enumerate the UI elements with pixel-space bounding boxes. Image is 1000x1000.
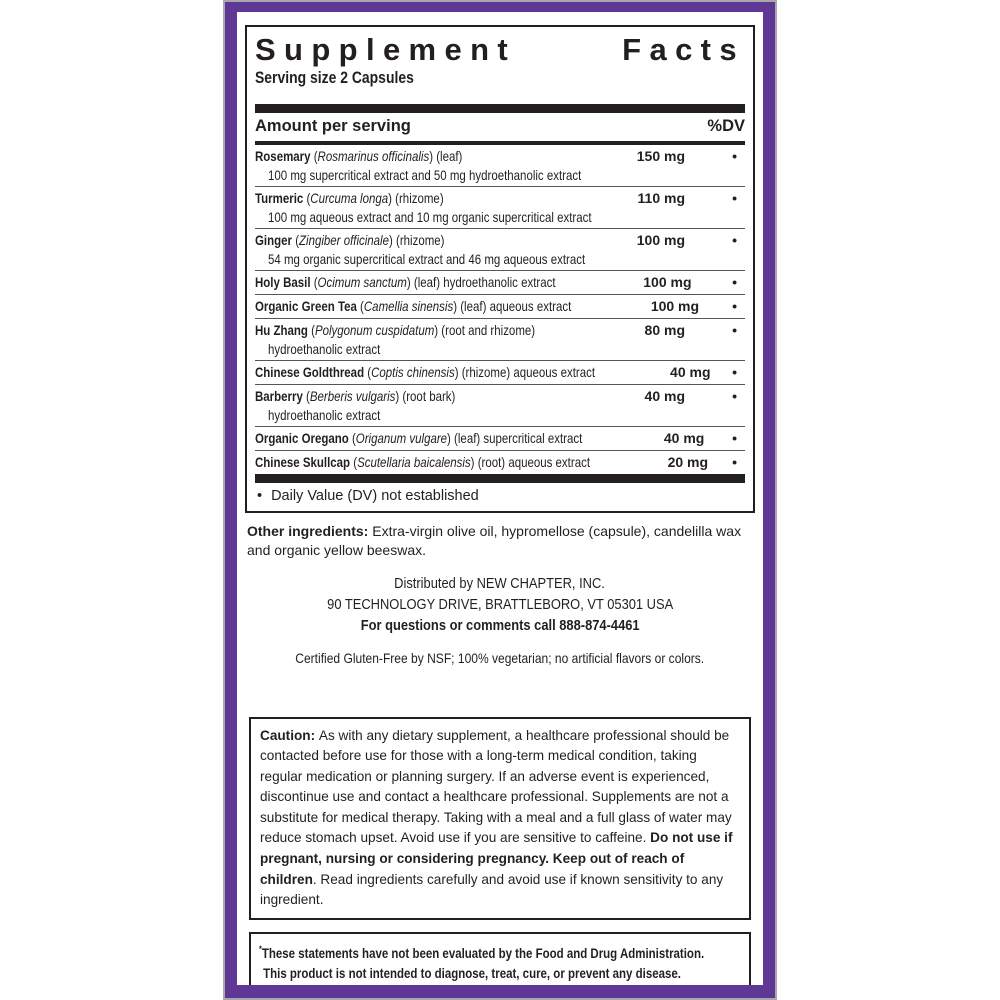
divider-thick-top <box>255 104 745 113</box>
other-ingredients <box>247 522 755 560</box>
ingredient-row <box>255 360 745 384</box>
ingredient-detail: 100 mg supercritical extract and 50 mg hydroethanolic extract <box>268 166 582 183</box>
supplement-facts-box <box>245 25 755 513</box>
ingredient-name: Organic Oregano (Origanum vulgare) (leaf) supercritical extract <box>255 429 583 446</box>
ingredient-detail: hydroethanolic extract <box>268 406 381 423</box>
ingredient-row <box>255 186 745 228</box>
distributor-line1: Distributed by NEW CHAPTER, INC. <box>394 574 606 592</box>
spacer <box>255 88 745 104</box>
ingredient-dv-bullet: • <box>732 231 737 248</box>
ingredient-rows <box>255 145 745 474</box>
bullet-dot: • <box>257 487 263 504</box>
daily-value-note-text: Daily Value (DV) not established <box>271 487 479 504</box>
ingredient-name: Organic Green Tea (Camellia sinensis) (leaf) aqueous extract <box>255 297 572 314</box>
ingredient-name: Chinese Goldthread (Coptis chinensis) (rhizome) aqueous extract <box>255 363 596 380</box>
caution-box <box>249 717 751 920</box>
ingredient-name: Barberry (Berberis vulgaris) (root bark) <box>255 387 456 404</box>
ingredient-row <box>255 145 745 186</box>
ingredient-amount: 110 mg <box>637 189 685 206</box>
ingredient-amount: 150 mg <box>636 147 685 164</box>
ingredient-name: Turmeric (Curcuma longa) (rhizome) <box>255 189 444 206</box>
certification-line: Certified Gluten-Free by NSF; 100% vegetarian; no artificial flavors or colors. <box>295 649 705 666</box>
disclaimer-line1: *These statements have not been evaluated by the Food and Drug Administration. <box>259 943 705 961</box>
label-inner-area <box>237 12 763 985</box>
ingredient-detail: 100 mg aqueous extract and 10 mg organic supercritical extract <box>268 208 592 225</box>
ingredient-row <box>255 450 745 474</box>
ingredient-name: Ginger (Zingiber officinale) (rhizome) <box>255 231 445 248</box>
other-ingredients-label: Other ingredients: <box>247 522 369 539</box>
distributor-block <box>245 573 755 636</box>
ingredient-dv-bullet: • <box>732 147 737 164</box>
other-ingredients-text: Extra-virgin olive oil, hypromellose (capsule), candelilla wax and organic yellow beeswax. <box>247 522 742 558</box>
ingredient-dv-bullet: • <box>732 321 737 338</box>
distributor-line2: 90 TECHNOLOGY DRIVE, BRATTLEBORO, VT 05301 USA <box>326 595 674 613</box>
ingredient-amount: 40 mg <box>670 363 711 380</box>
ingredient-row <box>255 270 745 294</box>
ingredient-dv-bullet: • <box>732 273 737 290</box>
ingredient-amount: 100 mg <box>643 273 692 290</box>
divider-thick-bottom <box>255 474 745 483</box>
ingredient-name: Holy Basil (Ocimum sanctum) (leaf) hydroethanolic extract <box>255 273 556 290</box>
caution-text: Caution: As with any dietary supplement, a healthcare professional should be contacted before use for those with a long-term medical condition, taking regular medication or planning surgery. If an adverse event is experienced, discontinue use and contact a healthcare professional. Supplements are not a substitute for medical therapy. Taking with a meal and a full glass of water may reduce stomach upset. Avoid use if you are sensitive to caffeine. Do not use if pregnant, nursing or considering pregnancy. Keep out of reach of children. Read ingredients carefully and avoid use if known sensitivity to any ingredient. <box>260 727 733 908</box>
title-word-supplement: Supplement <box>255 32 517 67</box>
ingredient-name: Chinese Skullcap (Scutellaria baicalensis) (root) aqueous extract <box>255 453 591 470</box>
title-word-facts: Facts <box>622 32 745 67</box>
ingredient-row <box>255 228 745 270</box>
ingredient-detail: hydroethanolic extract <box>268 340 381 357</box>
ingredient-name: Rosemary (Rosmarinus officinalis) (leaf) <box>255 147 463 164</box>
ingredient-amount: 100 mg <box>636 231 685 248</box>
ingredient-detail: 54 mg organic supercritical extract and 46 mg aqueous extract <box>268 250 586 267</box>
supplement-label-panel <box>223 0 777 1000</box>
ingredient-dv-bullet: • <box>732 297 737 314</box>
ingredient-dv-bullet: • <box>732 429 737 446</box>
percent-dv-label: %DV <box>707 117 745 135</box>
ingredient-amount: 20 mg <box>667 453 709 470</box>
ingredient-amount: 40 mg <box>663 429 705 446</box>
ingredient-dv-bullet: • <box>732 453 737 470</box>
serving-size: Serving size 2 Capsules <box>255 68 414 87</box>
ingredient-name: Hu Zhang (Polygonum cuspidatum) (root and rhizome) <box>255 321 536 338</box>
ingredient-dv-bullet: • <box>732 387 737 404</box>
ingredient-row <box>255 318 745 360</box>
supplement-facts-title <box>255 32 745 68</box>
ingredient-row <box>255 426 745 450</box>
distributor-phone-line: For questions or comments call 888-874-4461 <box>360 616 640 634</box>
disclaimer-line2: This product is not intended to diagnose, treat, cure, or prevent any disease. <box>263 964 681 981</box>
ingredient-row <box>255 294 745 318</box>
facts-header-row <box>255 113 745 139</box>
ingredient-amount: 100 mg <box>650 297 700 314</box>
ingredient-row <box>255 384 745 426</box>
ingredient-dv-bullet: • <box>732 189 737 206</box>
fda-disclaimer-box <box>249 932 751 985</box>
daily-value-note <box>255 483 745 507</box>
asterisk: * <box>259 943 262 954</box>
ingredient-amount: 80 mg <box>644 321 685 338</box>
amount-per-serving-label: Amount per serving <box>255 117 411 135</box>
ingredient-amount: 40 mg <box>644 387 685 404</box>
ingredient-dv-bullet: • <box>732 363 737 380</box>
